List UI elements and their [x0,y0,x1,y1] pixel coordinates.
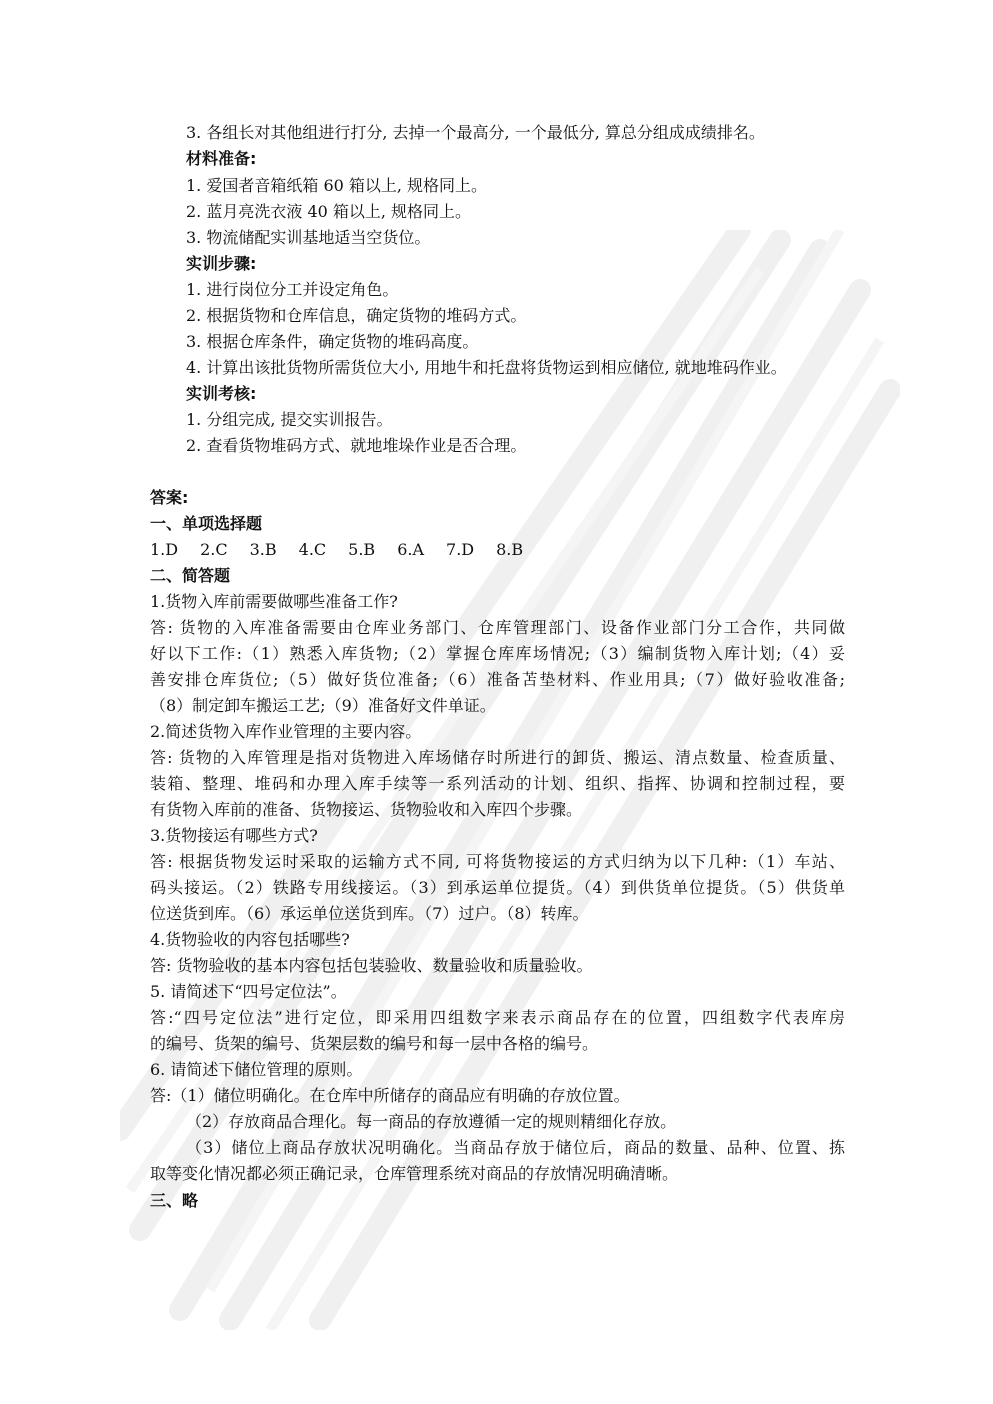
question-4: 4.货物验收的内容包括哪些? [150,930,350,949]
question-2: 2.简述货物入库作业管理的主要内容。 [150,722,422,741]
mcq-answer: 4.C [298,540,327,559]
mcq-answer: 5.B [348,540,376,559]
answer-2-line: 有货物入库前的准备、货物接运、货物验收和入库四个步骤。 [150,800,583,819]
materials-heading: 材料准备: [186,149,257,168]
materials-item-2: 2. 蓝月亮洗衣液 40 箱以上, 规格同上。 [186,202,472,221]
answer-2-line: 答: 货物的入库管理是指对货物进入库场储存时所进行的卸货、搬运、清点数量、检查质量、 [150,748,845,767]
steps-item-1: 1. 进行岗位分工并设定角色。 [186,280,399,299]
question-1: 1.货物入库前需要做哪些准备工作? [150,592,398,611]
answer-1-line: 善安排仓库货位;（5）做好货位准备;（6）准备苫垫材料、作业用具;（7）做好验收准备; [150,670,845,689]
mcq-answer: 2.C [200,540,228,559]
mcq-answer: 7.D [446,540,475,559]
mcq-answer: 8.B [496,540,524,559]
grading-item-3: 3. 各组长对其他组进行打分, 去掉一个最高分, 一个最低分, 算总分组成成绩排名。 [186,123,765,142]
mcq-answer: 1.D [150,540,179,559]
part1-heading: 一、单项选择题 [150,514,263,533]
answer-5-line: 答:“四号定位法”进行定位，即采用四组数字来表示商品存在的位置，四组数字代表库房 [150,1008,845,1027]
question-6: 6. 请简述下储位管理的原则。 [150,1060,363,1079]
answer-5-line: 的编号、货架的编号、货架层数的编号和每一层中各格的编号。 [150,1034,599,1053]
materials-item-1: 1. 爱国者音箱纸箱 60 箱以上, 规格同上。 [186,176,488,195]
answer-3-line: 码头接运。（2）铁路专用线接运。（3）到承运单位提货。（4）到供货单位提货。（5）供货单 [150,878,845,897]
assessment-heading: 实训考核: [186,384,257,403]
answer-2-line: 装箱、整理、堆码和办理入库手续等一系列活动的计划、组织、指挥、协调和控制过程，要 [150,774,845,793]
answer-4-line: 答: 货物验收的基本内容包括包装验收、数量验收和质量验收。 [150,956,593,975]
answer-6-line: 取等变化情况都必须正确记录，仓库管理系统对商品的存放情况明确清晰。 [150,1164,679,1183]
answers-heading: 答案: [150,488,189,507]
mcq-answer: 6.A [397,540,425,559]
mcq-answer: 3.B [249,540,277,559]
answer-6-line: 答:（1）储位明确化。在仓库中所储存的商品应有明确的存放位置。 [150,1086,630,1105]
answer-3-line: 位送货到库。（6）承运单位送货到库。（7）过户。（8）转库。 [150,904,589,923]
question-3: 3.货物接运有哪些方式? [150,826,318,845]
steps-item-2: 2. 根据货物和仓库信息，确定货物的堆码方式。 [186,306,527,325]
steps-item-3: 3. 根据仓库条件，确定货物的堆码高度。 [186,332,479,351]
assessment-item-2: 2. 查看货物堆码方式、就地堆垛作业是否合理。 [186,436,527,455]
answer-1-line: 答: 货物的入库准备需要由仓库业务部门、仓库管理部门、设备作业部门分工合作，共同做 [150,618,845,637]
answer-3-line: 答: 根据货物发运时采取的运输方式不同, 可将货物接运的方式归纳为以下几种:（1）车站、 [150,852,845,871]
mcq-answers [150,537,545,563]
assessment-item-1: 1. 分组完成, 提交实训报告。 [186,410,393,429]
answer-1-line: （8）制定卸车搬运工艺;（9）准备好文件单证。 [150,696,496,715]
question-5: 5. 请简述下“四号定位法”。 [150,982,347,1001]
answer-1-line: 好以下工作:（1）熟悉入库货物;（2）掌握仓库库场情况;（3）编制货物入库计划;（4）妥 [150,644,845,663]
part3-heading: 三、略 [150,1191,199,1210]
steps-item-4: 4. 计算出该批货物所需货位大小, 用地牛和托盘将货物运到相应储位, 就地堆码作业。 [186,358,787,377]
answer-6-line: （2）存放商品合理化。每一商品的存放遵循一定的规则精细化存放。 [186,1112,677,1131]
steps-heading: 实训步骤: [186,254,257,273]
materials-item-3: 3. 物流储配实训基地适当空货位。 [186,228,431,247]
part2-heading: 二、简答题 [150,566,231,585]
answer-6-line: （3）储位上商品存放状况明确化。当商品存放于储位后，商品的数量、品种、位置、拣 [186,1138,845,1157]
